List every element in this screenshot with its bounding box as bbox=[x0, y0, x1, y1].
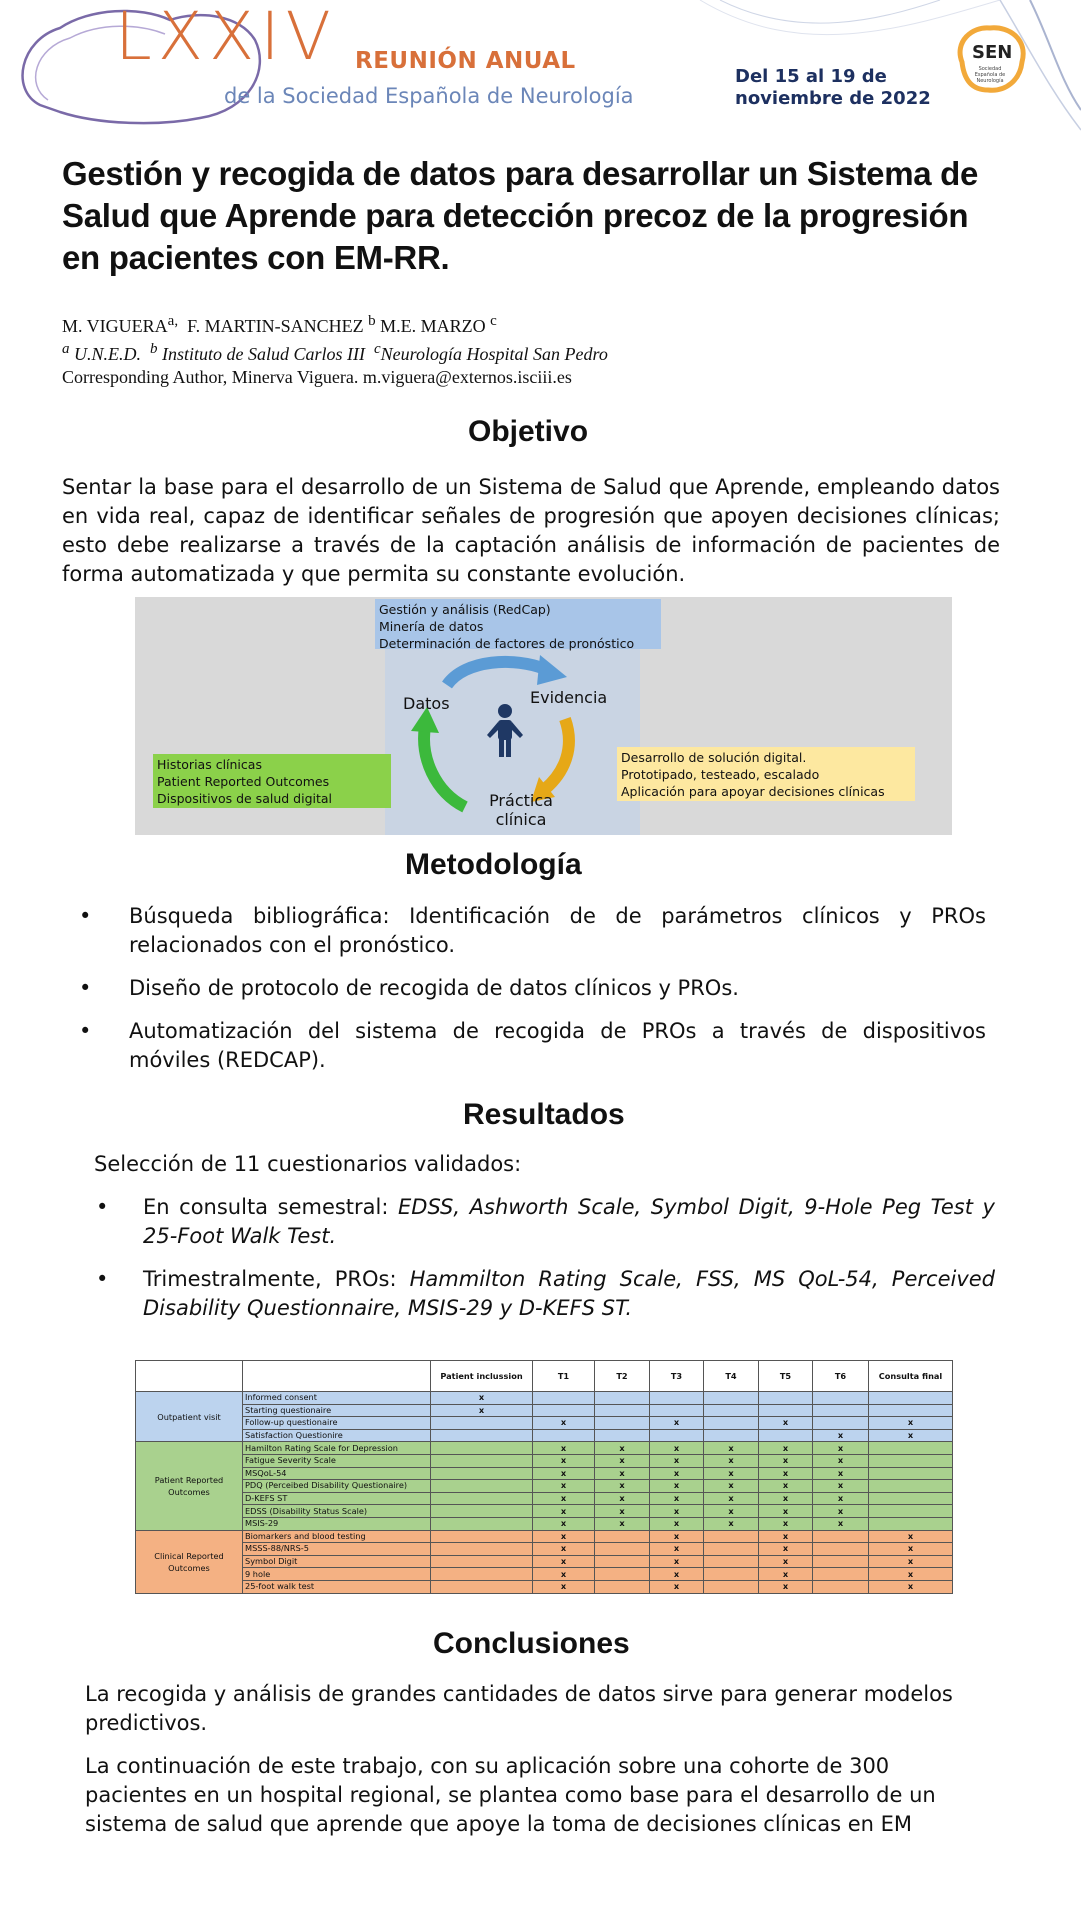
schedule-mark-cell: x bbox=[759, 1580, 813, 1593]
assessment-name-cell: Hamilton Rating Scale for Depression bbox=[243, 1442, 431, 1455]
assessment-name-cell: Fatigue Severity Scale bbox=[243, 1454, 431, 1467]
assessment-name-cell: Follow-up questionaire bbox=[243, 1417, 431, 1430]
schedule-mark-cell bbox=[869, 1454, 953, 1467]
bullet-icon: • bbox=[96, 1267, 109, 1291]
schedule-mark-cell: x bbox=[650, 1492, 704, 1505]
schedule-mark-cell: x bbox=[533, 1555, 595, 1568]
conference-banner bbox=[0, 0, 1081, 135]
schedule-mark-cell bbox=[759, 1392, 813, 1405]
schedule-mark-cell bbox=[704, 1580, 759, 1593]
schedule-mark-cell: x bbox=[595, 1480, 650, 1493]
schedule-mark-cell bbox=[595, 1555, 650, 1568]
schedule-mark-cell bbox=[813, 1543, 869, 1556]
schedule-mark-cell: x bbox=[533, 1530, 595, 1543]
schedule-mark-cell: x bbox=[759, 1568, 813, 1581]
table-header: Patient inclussion bbox=[431, 1361, 533, 1392]
bullet-icon: • bbox=[79, 1019, 92, 1043]
schedule-mark-cell: x bbox=[431, 1404, 533, 1417]
label-practica-clinica bbox=[471, 791, 571, 829]
schedule-mark-cell bbox=[431, 1442, 533, 1455]
schedule-mark-cell bbox=[813, 1580, 869, 1593]
resultados-heading: Resultados bbox=[463, 1098, 625, 1131]
table-header: Consulta final bbox=[869, 1361, 953, 1392]
schedule-mark-cell: x bbox=[813, 1492, 869, 1505]
table-row bbox=[136, 1568, 953, 1581]
schedule-mark-cell bbox=[533, 1404, 595, 1417]
schedule-mark-cell bbox=[869, 1480, 953, 1493]
schedule-mark-cell: x bbox=[813, 1442, 869, 1455]
table-header: T1 bbox=[533, 1361, 595, 1392]
result-instruments: Hammilton Rating Scale, FSS, MS QoL-54, Perceived Disability Questionnaire, MSIS-29 y D-KEFS ST. bbox=[143, 1267, 996, 1320]
schedule-mark-cell: x bbox=[704, 1467, 759, 1480]
sen-logo-text: SEN bbox=[972, 42, 1013, 63]
schedule-mark-cell: x bbox=[759, 1480, 813, 1493]
table-row bbox=[136, 1467, 953, 1480]
schedule-mark-cell bbox=[431, 1417, 533, 1430]
analysis-item: Determinación de factores de pronóstico bbox=[379, 636, 635, 651]
aff-a-sup: a bbox=[62, 341, 70, 357]
schedule-mark-cell bbox=[431, 1517, 533, 1530]
left-arrow-icon bbox=[424, 727, 465, 807]
schedule-mark-cell: x bbox=[595, 1454, 650, 1467]
table-header bbox=[136, 1361, 243, 1392]
schedule-mark-cell: x bbox=[869, 1429, 953, 1442]
schedule-mark-cell: x bbox=[759, 1555, 813, 1568]
author-2-sup: b bbox=[368, 313, 376, 329]
schedule-mark-cell: x bbox=[704, 1492, 759, 1505]
table-row bbox=[136, 1555, 953, 1568]
schedule-mark-cell bbox=[704, 1530, 759, 1543]
assessment-name-cell: Symbol Digit bbox=[243, 1555, 431, 1568]
schedule-mark-cell: x bbox=[869, 1530, 953, 1543]
schedule-mark-cell: x bbox=[533, 1505, 595, 1518]
schedule-mark-cell bbox=[813, 1417, 869, 1430]
list-item bbox=[96, 1193, 995, 1251]
author-1-sup: a, bbox=[167, 313, 179, 329]
learning-health-cycle-diagram bbox=[135, 597, 952, 835]
schedule-mark-cell: x bbox=[533, 1580, 595, 1593]
result-label: Trimestralmente, PROs: bbox=[143, 1267, 410, 1291]
table-row bbox=[136, 1480, 953, 1493]
aff-c: Neurología Hospital San Pedro bbox=[380, 344, 608, 364]
schedule-mark-cell bbox=[704, 1417, 759, 1430]
schedule-mark-cell: x bbox=[431, 1392, 533, 1405]
schedule-mark-cell bbox=[533, 1429, 595, 1442]
table-header: T4 bbox=[704, 1361, 759, 1392]
schedule-mark-cell bbox=[704, 1543, 759, 1556]
schedule-mark-cell bbox=[595, 1404, 650, 1417]
event-dates-line2: noviembre de 2022 bbox=[735, 88, 931, 109]
list-item bbox=[96, 1265, 996, 1323]
schedule-mark-cell: x bbox=[813, 1429, 869, 1442]
label-evidencia: Evidencia bbox=[530, 688, 608, 707]
group-name-cell: Outpatient visit bbox=[136, 1392, 243, 1442]
table-row bbox=[136, 1530, 953, 1543]
schedule-mark-cell: x bbox=[813, 1480, 869, 1493]
table-row bbox=[136, 1505, 953, 1518]
solution-item: Aplicación para apoyar decisiones clínicas bbox=[621, 784, 885, 799]
schedule-mark-cell bbox=[431, 1555, 533, 1568]
affiliations bbox=[62, 338, 962, 366]
assessment-schedule-table bbox=[135, 1360, 953, 1594]
aff-c-sup: c bbox=[374, 341, 381, 357]
bullet-icon: • bbox=[96, 1195, 109, 1219]
schedule-mark-cell: x bbox=[759, 1517, 813, 1530]
table-header bbox=[243, 1361, 431, 1392]
event-dates-line1: Del 15 al 19 de bbox=[735, 66, 887, 87]
schedule-mark-cell: x bbox=[759, 1505, 813, 1518]
schedule-mark-cell: x bbox=[650, 1467, 704, 1480]
event-name: REUNIÓN ANUAL bbox=[355, 48, 576, 74]
schedule-mark-cell bbox=[431, 1530, 533, 1543]
table-header: T3 bbox=[650, 1361, 704, 1392]
schedule-mark-cell bbox=[704, 1392, 759, 1405]
assessment-name-cell: EDSS (Disability Status Scale) bbox=[243, 1505, 431, 1518]
table-header: T6 bbox=[813, 1361, 869, 1392]
table-row bbox=[136, 1543, 953, 1556]
metodologia-heading: Metodología bbox=[405, 848, 582, 881]
result-label: En consulta semestral: bbox=[143, 1195, 399, 1219]
table-body bbox=[136, 1392, 953, 1594]
schedule-mark-cell: x bbox=[704, 1480, 759, 1493]
schedule-mark-cell: x bbox=[813, 1454, 869, 1467]
group-name-cell: Clinical Reported Outcomes bbox=[136, 1530, 243, 1593]
assessment-name-cell: PDQ (Perceibed Disability Questionaire) bbox=[243, 1480, 431, 1493]
author-3: M.E. MARZO bbox=[380, 316, 486, 336]
top-arrow-icon bbox=[447, 662, 545, 685]
poster-title bbox=[62, 153, 1022, 279]
schedule-mark-cell: x bbox=[650, 1505, 704, 1518]
schedule-mark-cell bbox=[431, 1580, 533, 1593]
conclusiones-paragraph-1: La recogida y análisis de grandes cantidades de datos sirve para generar modelos predictivos. bbox=[85, 1682, 953, 1735]
schedule-mark-cell bbox=[431, 1492, 533, 1505]
data-source-item: Historias clínicas bbox=[157, 757, 262, 772]
table-row bbox=[136, 1454, 953, 1467]
schedule-mark-cell: x bbox=[759, 1454, 813, 1467]
schedule-mark-cell: x bbox=[533, 1480, 595, 1493]
table-row bbox=[136, 1517, 953, 1530]
top-arrowhead-icon bbox=[537, 655, 567, 685]
resultados-list bbox=[96, 1193, 996, 1337]
schedule-mark-cell bbox=[595, 1580, 650, 1593]
schedule-mark-cell: x bbox=[595, 1467, 650, 1480]
schedule-mark-cell bbox=[869, 1505, 953, 1518]
solution-item: Prototipado, testeado, escalado bbox=[621, 767, 820, 782]
result-instruments: EDSS, Ashworth Scale, Symbol Digit, 9-Hole Peg Test y 25-Foot Walk Test. bbox=[143, 1195, 995, 1248]
schedule-mark-cell: x bbox=[759, 1492, 813, 1505]
schedule-mark-cell bbox=[595, 1543, 650, 1556]
assessment-name-cell: MSQoL-54 bbox=[243, 1467, 431, 1480]
schedule-mark-cell bbox=[431, 1454, 533, 1467]
assessment-name-cell: MSSS-88/NRS-5 bbox=[243, 1543, 431, 1556]
schedule-mark-cell: x bbox=[533, 1492, 595, 1505]
schedule-mark-cell bbox=[595, 1568, 650, 1581]
schedule-mark-cell: x bbox=[759, 1530, 813, 1543]
corresponding-author: Corresponding Author, Minerva Viguera. m.viguera@externos.isciii.es bbox=[62, 367, 572, 387]
schedule-mark-cell bbox=[595, 1530, 650, 1543]
edition-number: LXXIV bbox=[115, 0, 337, 75]
author-names bbox=[62, 310, 962, 338]
schedule-mark-cell: x bbox=[650, 1442, 704, 1455]
schedule-mark-cell: x bbox=[533, 1517, 595, 1530]
schedule-mark-cell: x bbox=[650, 1454, 704, 1467]
schedule-mark-cell: x bbox=[650, 1568, 704, 1581]
schedule-mark-cell: x bbox=[595, 1492, 650, 1505]
schedule-mark-cell: x bbox=[759, 1543, 813, 1556]
schedule-mark-cell bbox=[813, 1404, 869, 1417]
metodologia-list bbox=[79, 902, 986, 1089]
schedule-mark-cell bbox=[431, 1543, 533, 1556]
schedule-mark-cell: x bbox=[595, 1517, 650, 1530]
assessment-name-cell: Biomarkers and blood testing bbox=[243, 1530, 431, 1543]
table-header: T5 bbox=[759, 1361, 813, 1392]
data-source-item: Dispositivos de salud digital bbox=[157, 791, 333, 806]
table-header: T2 bbox=[595, 1361, 650, 1392]
author-3-sup: c bbox=[490, 313, 497, 329]
schedule-mark-cell bbox=[813, 1392, 869, 1405]
schedule-mark-cell: x bbox=[813, 1467, 869, 1480]
table-row bbox=[136, 1580, 953, 1593]
list-item-text: Diseño de protocolo de recogida de datos clínicos y PROs. bbox=[129, 976, 739, 1000]
authors-block bbox=[62, 310, 962, 389]
schedule-mark-cell: x bbox=[650, 1555, 704, 1568]
solution-item: Desarrollo de solución digital. bbox=[621, 750, 807, 765]
schedule-mark-cell: x bbox=[533, 1417, 595, 1430]
schedule-mark-cell bbox=[869, 1517, 953, 1530]
label-datos: Datos bbox=[403, 694, 450, 713]
aff-b: Instituto de Salud Carlos III bbox=[162, 344, 365, 364]
clinician-person-icon bbox=[487, 704, 523, 757]
assessment-name-cell: MSIS-29 bbox=[243, 1517, 431, 1530]
schedule-mark-cell bbox=[431, 1505, 533, 1518]
schedule-mark-cell: x bbox=[533, 1467, 595, 1480]
label-practica-line2: clínica bbox=[495, 810, 547, 829]
objetivo-text: Sentar la base para el desarrollo de un Sistema de Salud que Aprende, empleando datos en vida real, capaz de identificar señales de progresión que apoyen decisiones clínicas; esto debe realizarse a través de la captación análisis de información de pacientes de forma automatizada y que permita su constante evolución. bbox=[62, 475, 1000, 586]
schedule-mark-cell bbox=[431, 1568, 533, 1581]
schedule-mark-cell bbox=[759, 1404, 813, 1417]
author-1: M. VIGUERA bbox=[62, 316, 168, 336]
table-row bbox=[136, 1404, 953, 1417]
table-row bbox=[136, 1392, 953, 1405]
schedule-mark-cell bbox=[813, 1568, 869, 1581]
list-item bbox=[79, 974, 986, 1003]
assessment-name-cell: D-KEFS ST bbox=[243, 1492, 431, 1505]
schedule-mark-cell: x bbox=[869, 1580, 953, 1593]
data-source-item: Patient Reported Outcomes bbox=[157, 774, 330, 789]
list-item-text: Búsqueda bibliográfica: Identificación de de parámetros clínicos y PROs relacionados con el pronóstico. bbox=[129, 904, 986, 957]
schedule-mark-cell bbox=[813, 1555, 869, 1568]
analysis-item: Gestión y análisis (RedCap) bbox=[379, 602, 551, 617]
schedule-mark-cell: x bbox=[650, 1530, 704, 1543]
resultados-intro: Selección de 11 cuestionarios validados: bbox=[94, 1152, 522, 1176]
author-2: F. MARTIN-SANCHEZ bbox=[187, 316, 364, 336]
list-item bbox=[79, 902, 986, 960]
schedule-mark-cell: x bbox=[533, 1454, 595, 1467]
schedule-mark-cell: x bbox=[869, 1417, 953, 1430]
event-dates bbox=[735, 66, 931, 110]
schedule-mark-cell bbox=[704, 1555, 759, 1568]
schedule-mark-cell: x bbox=[704, 1505, 759, 1518]
bullet-icon: • bbox=[79, 904, 92, 928]
bullet-icon: • bbox=[79, 976, 92, 1000]
schedule-mark-cell bbox=[595, 1417, 650, 1430]
table-header-row bbox=[136, 1361, 953, 1392]
schedule-mark-cell bbox=[869, 1492, 953, 1505]
schedule-mark-cell: x bbox=[759, 1467, 813, 1480]
schedule-mark-cell: x bbox=[869, 1543, 953, 1556]
group-name-cell: Patient Reported Outcomes bbox=[136, 1442, 243, 1530]
schedule-mark-cell: x bbox=[650, 1580, 704, 1593]
schedule-mark-cell: x bbox=[813, 1505, 869, 1518]
aff-a: U.N.E.D. bbox=[74, 344, 141, 364]
schedule-mark-cell bbox=[650, 1392, 704, 1405]
schedule-mark-cell: x bbox=[650, 1517, 704, 1530]
schedule-mark-cell bbox=[869, 1392, 953, 1405]
schedule-mark-cell bbox=[869, 1404, 953, 1417]
aff-b-sup: b bbox=[150, 341, 158, 357]
assessment-name-cell: Starting questionaire bbox=[243, 1404, 431, 1417]
schedule-mark-cell bbox=[595, 1392, 650, 1405]
table-row bbox=[136, 1442, 953, 1455]
table-row bbox=[136, 1492, 953, 1505]
schedule-mark-cell bbox=[704, 1568, 759, 1581]
schedule-mark-cell: x bbox=[533, 1442, 595, 1455]
conclusiones-paragraph-2: La continuación de este trabajo, con su aplicación sobre una cohorte de 300 pacientes en un hospital regional, se plantea como base para el desarrollo de un sistema de salud que aprende que apoye la toma de decisiones clínicas en EM bbox=[85, 1754, 936, 1836]
title-line-3: en pacientes con EM-RR. bbox=[62, 239, 450, 276]
schedule-mark-cell bbox=[869, 1467, 953, 1480]
schedule-mark-cell: x bbox=[533, 1543, 595, 1556]
assessment-name-cell: Informed consent bbox=[243, 1392, 431, 1405]
analysis-item: Minería de datos bbox=[379, 619, 484, 634]
right-arrow-icon bbox=[545, 719, 569, 789]
schedule-mark-cell: x bbox=[813, 1517, 869, 1530]
schedule-mark-cell: x bbox=[869, 1568, 953, 1581]
schedule-mark-cell: x bbox=[704, 1442, 759, 1455]
objetivo-heading: Objetivo bbox=[468, 415, 589, 448]
schedule-mark-cell bbox=[704, 1404, 759, 1417]
schedule-mark-cell bbox=[595, 1429, 650, 1442]
list-item-text: Automatización del sistema de recogida de PROs a través de dispositivos móviles (REDCAP). bbox=[129, 1019, 986, 1072]
schedule-mark-cell bbox=[869, 1442, 953, 1455]
assessment-name-cell: Satisfaction Questionire bbox=[243, 1429, 431, 1442]
schedule-mark-cell: x bbox=[759, 1417, 813, 1430]
schedule-mark-cell bbox=[431, 1480, 533, 1493]
sen-logo-subtitle: Sociedad Española de Neurología bbox=[974, 66, 1006, 84]
table-row bbox=[136, 1417, 953, 1430]
schedule-mark-cell bbox=[533, 1392, 595, 1405]
schedule-mark-cell bbox=[704, 1429, 759, 1442]
society-name: de la Sociedad Española de Neurología bbox=[224, 84, 634, 108]
title-line-1: Gestión y recogida de datos para desarrollar un Sistema de bbox=[62, 155, 979, 192]
schedule-mark-cell bbox=[431, 1467, 533, 1480]
schedule-mark-cell: x bbox=[869, 1555, 953, 1568]
schedule-mark-cell: x bbox=[595, 1505, 650, 1518]
conclusiones-heading: Conclusiones bbox=[433, 1627, 630, 1660]
schedule-mark-cell: x bbox=[595, 1442, 650, 1455]
schedule-mark-cell: x bbox=[533, 1568, 595, 1581]
assessment-name-cell: 25-foot walk test bbox=[243, 1580, 431, 1593]
schedule-mark-cell bbox=[650, 1429, 704, 1442]
schedule-mark-cell: x bbox=[650, 1480, 704, 1493]
table-row bbox=[136, 1429, 953, 1442]
label-practica-line1: Práctica bbox=[489, 791, 553, 810]
schedule-mark-cell: x bbox=[650, 1543, 704, 1556]
schedule-mark-cell bbox=[431, 1429, 533, 1442]
schedule-mark-cell bbox=[650, 1404, 704, 1417]
schedule-mark-cell: x bbox=[704, 1517, 759, 1530]
schedule-mark-cell: x bbox=[759, 1442, 813, 1455]
schedule-mark-cell bbox=[813, 1530, 869, 1543]
schedule-mark-cell: x bbox=[650, 1417, 704, 1430]
assessment-name-cell: 9 hole bbox=[243, 1568, 431, 1581]
title-line-2: Salud que Aprende para detección precoz de la progresión bbox=[62, 197, 969, 234]
list-item bbox=[79, 1017, 986, 1075]
schedule-mark-cell bbox=[759, 1429, 813, 1442]
schedule-mark-cell: x bbox=[704, 1454, 759, 1467]
